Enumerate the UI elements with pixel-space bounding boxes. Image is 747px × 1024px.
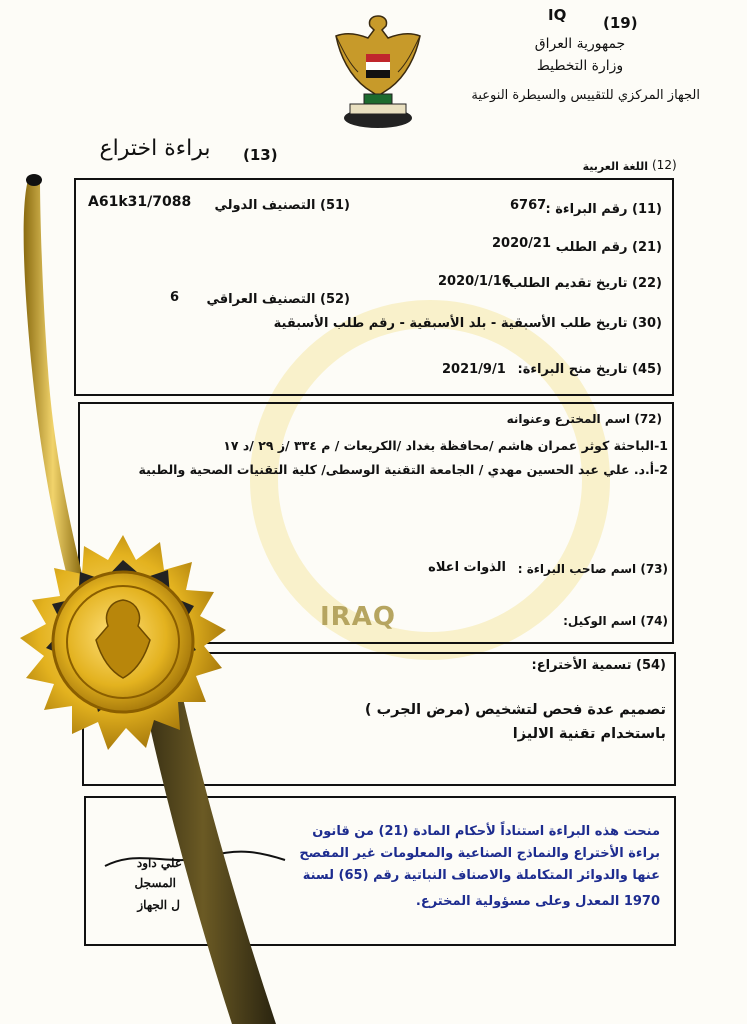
gold-ribbon-top [18,170,88,590]
iraqi-class-value: 6 [170,290,180,305]
grant-statement-line3: عنها والدوائر المتكاملة والاصناف النباتية رقم (65) لسنة [302,868,660,883]
intl-class-label: (51) التصنيف الدولي [214,198,350,213]
ministry-name: وزارة التخطيط [536,58,624,74]
signature-name: علي داود [136,856,182,870]
invention-title-line2: باستخدام تقنية الاليزا [512,726,666,742]
filing-date-label: (22) تاريخ تقديم الطلب: [503,276,662,291]
intl-class-value: A61k31/7088 [88,194,192,210]
grant-statement-line1: منحت هذه البراءة استناداً لأحكام المادة (21) من قانون [312,824,660,839]
invention-title-label: (54) تسمية الأختراع: [531,658,666,673]
application-number-label: (21) رقم الطلب [555,240,662,255]
watermark-text: IRAQ [320,602,396,632]
owner-value: الذوات اعلاه [428,560,506,575]
grant-statement-line4: 1970 المعدل وعلى مسؤولية المخترع. [415,894,660,909]
gold-seal [8,530,238,760]
iraq-eagle-emblem [328,6,428,134]
grant-date-label: (45) تاريخ منح البراءة: [517,362,662,377]
owner-label: (73) اسم صاحب البراءة : [517,562,668,576]
lang-code: (12) [652,158,677,172]
document-type: براءة اختراع [99,136,211,161]
inventor-label: (72) اسم المخترع وعنوانه [506,412,662,426]
republic-name: جمهورية العراق [534,36,626,52]
filing-date-value: 2020/1/16 [438,274,511,289]
invention-title-line1: تصميم عدة فحص لتشخيص (مرض الجرب ) [364,702,666,718]
priority-line: (30) تاريخ طلب الأسبقية - بلد الأسبقية - رقم طلب الأسبقية [273,316,662,331]
code-13: (13) [243,146,278,164]
signature-office: ل الجهاز [137,898,180,912]
iraqi-class-label: (52) التصنيف العراقي [206,292,350,307]
patent-number-label: (11) رقم البراءة : [545,202,662,217]
country-code: IQ [548,6,567,24]
grant-date-value: 2021/9/1 [442,362,506,377]
inventor-2: 2-أ.د. علي عبد الحسين مهدي / الجامعة التقنية الوسطى/ كلية التقنيات الصحية والطبية [138,462,668,477]
agent-label: (74) اسم الوكيل: [563,614,668,628]
signature-title: المسجل [134,876,176,890]
language: اللغة العربية [582,160,648,173]
agency-name: الجهاز المركزي للتقييس والسيطرة النوعية [471,88,700,103]
grant-statement-line2: براءة الأختراع والنماذج الصناعية والمعلومات غير المفصح [299,846,660,861]
application-number-value: 2020/21 [492,236,552,251]
patent-number-value: 6767 [510,198,547,213]
inventor-1: 1-الباحثة كوثر عمران هاشم /محافظة بغداد /الكريعات / م ٣٣٤ /ز ٢٩ /د ١٧ [223,438,668,453]
code-19: (19) [603,14,638,32]
